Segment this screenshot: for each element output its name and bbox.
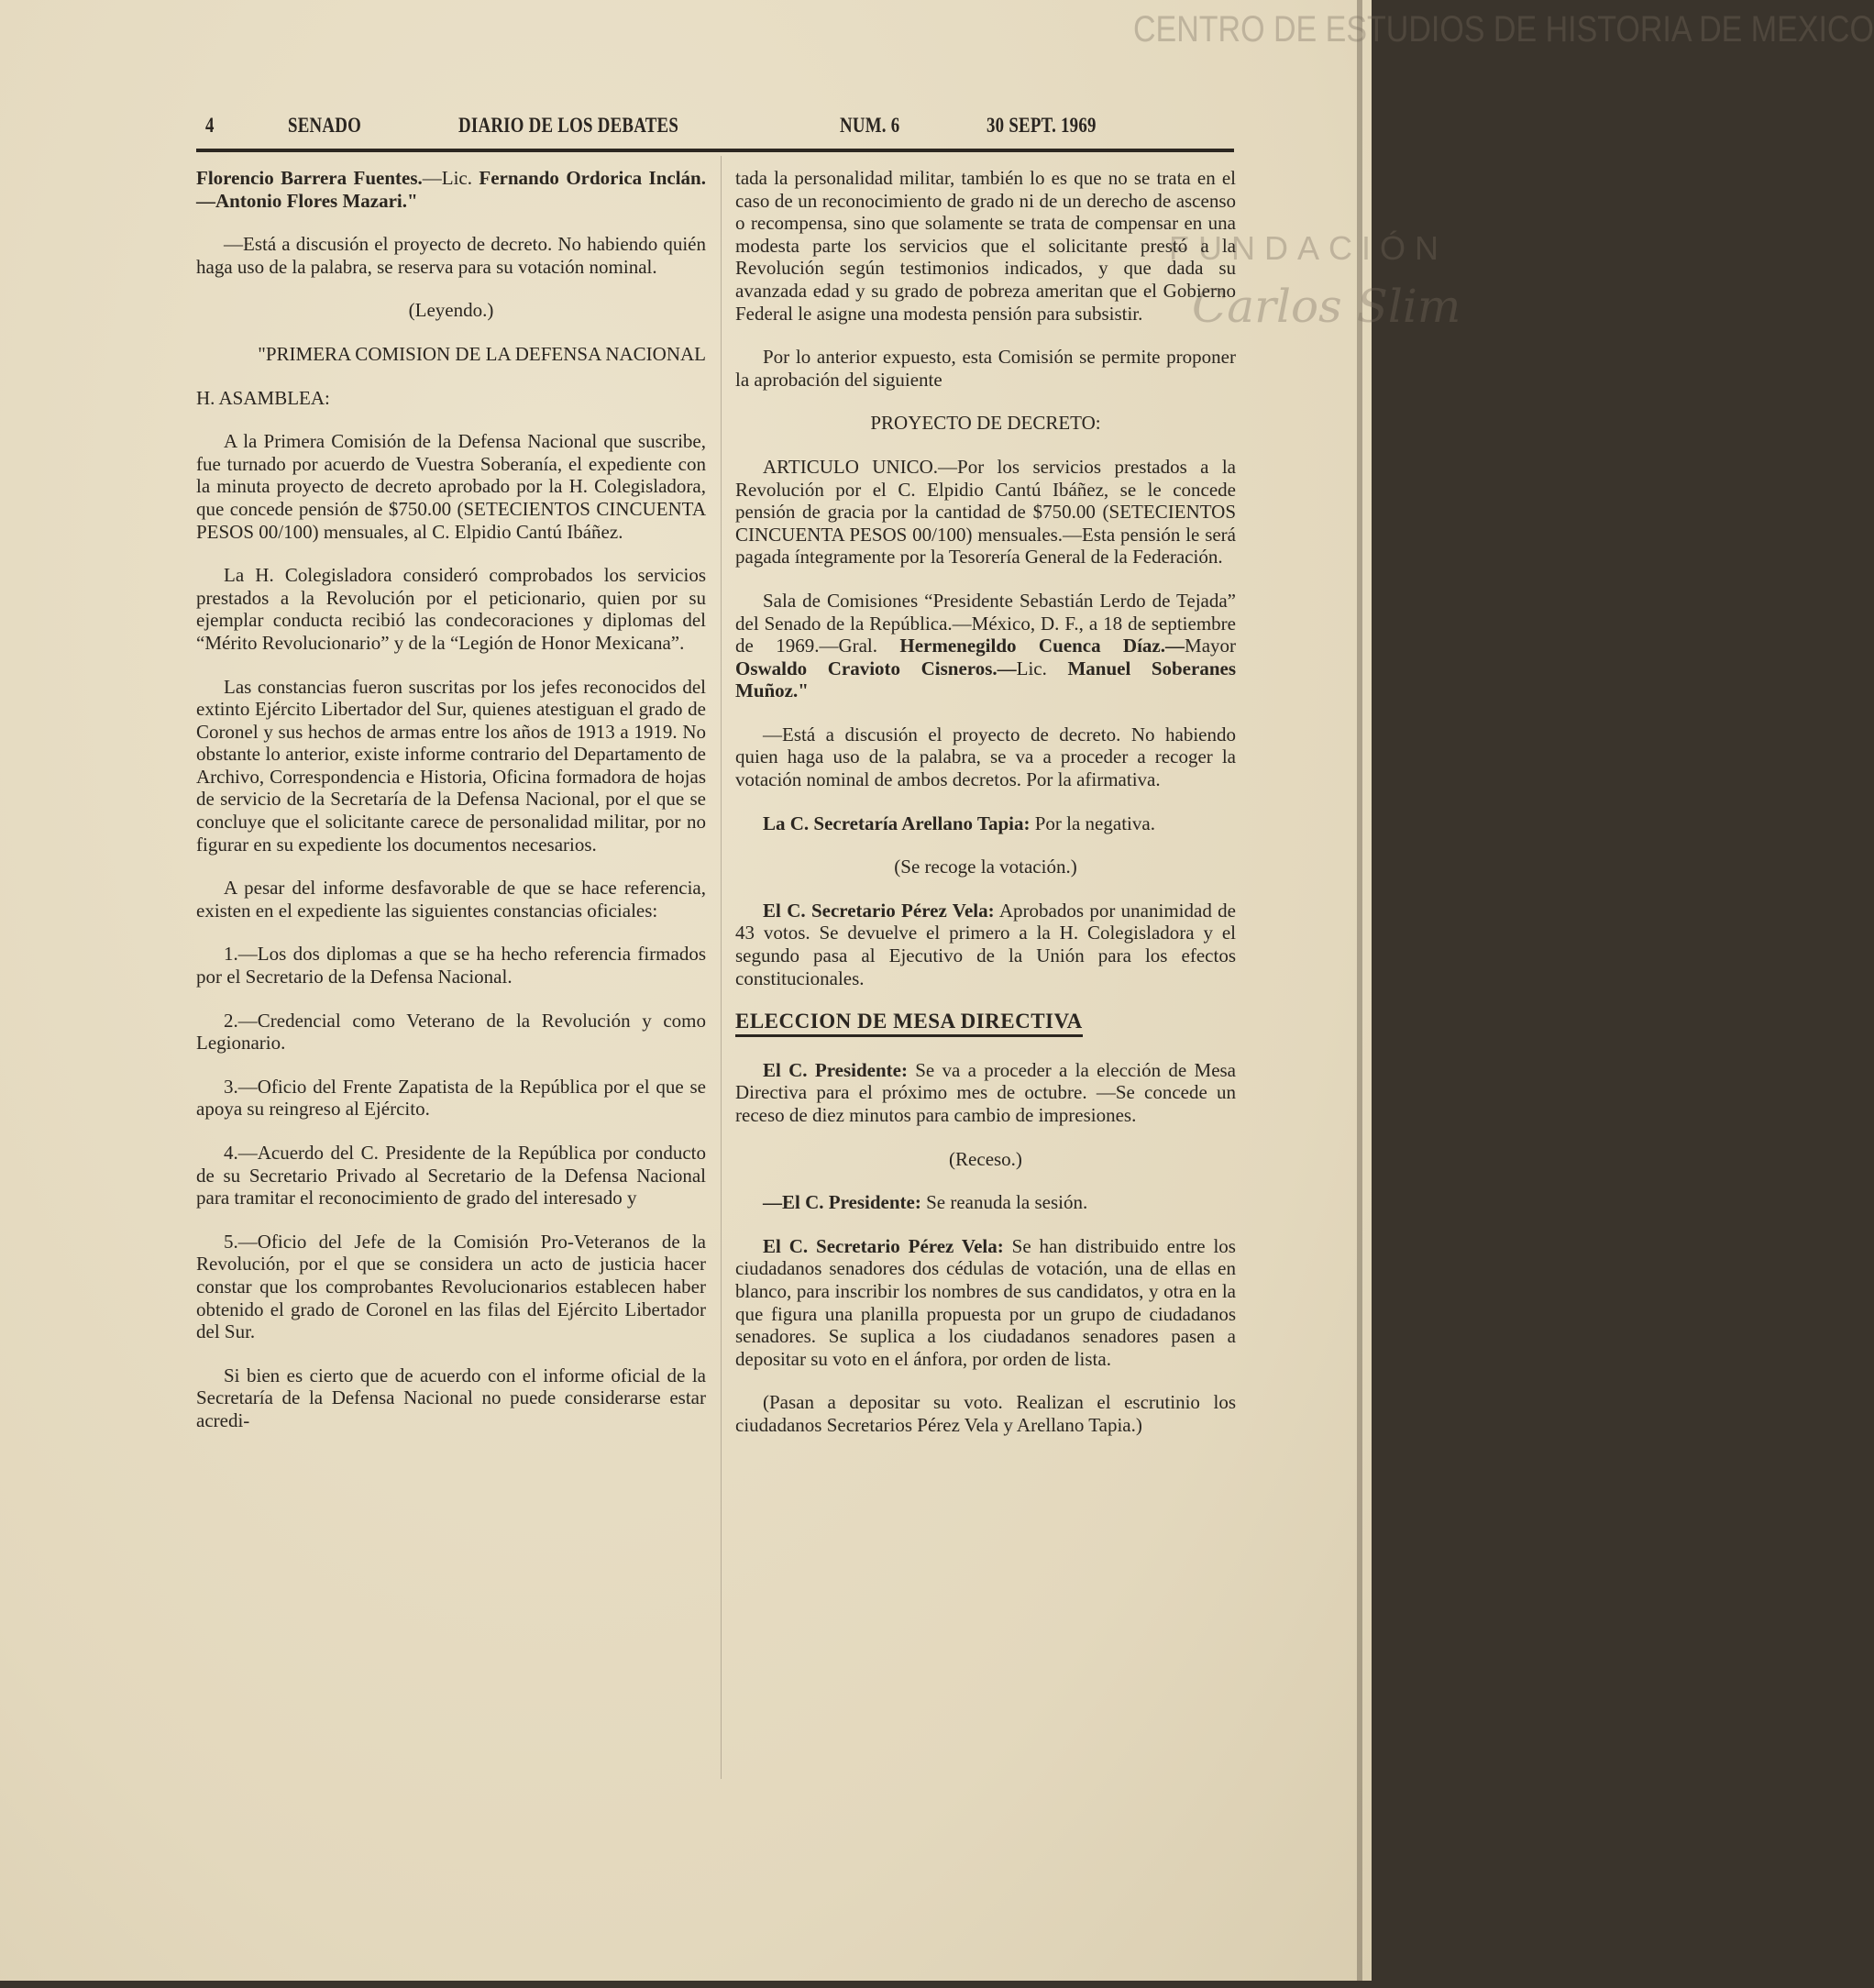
paragraph: [196, 1364, 706, 1432]
paragraph: [735, 1235, 1236, 1371]
paragraph: [735, 1059, 1236, 1127]
paragraph: [735, 590, 1236, 702]
text-run: Si bien es cierto que de acuerdo con el informe oficial de la Secretaría de la Defensa Nacional no puede considerarse estar acredi-: [196, 1364, 706, 1431]
paragraph: [196, 877, 706, 922]
text-run: 5.—Oficio del Jefe de la Comisión Pro-Veteranos de la Revolución, por el que se considera un acto de justicia hacer constar que los comprobantes Revolucionarios establecen haber obtenido el grado de Coronel en las filas del Ejército Libertador del Sur.: [196, 1230, 706, 1343]
bold-run: Hermenegildo Cuenca Díaz.—: [899, 635, 1185, 657]
text-run: (Leyendo.): [408, 299, 494, 322]
page-number: 4: [205, 114, 215, 137]
running-header: [0, 114, 1381, 141]
text-run: Se han distribuido entre los ciudadanos senadores dos cédulas de votación, una de ellas en blanco, para inscribir los nombres de sus candidatos, y otra en la que figura una planilla propuesta por un grupo de ciudadanos senadores. Se suplica a los ciudadanos senadores pasen a depositar su voto en el ánfora, por orden de lista.: [735, 1234, 1236, 1370]
bold-run: El C. Secretario Pérez Vela:: [763, 1234, 1004, 1257]
text-run: Lic.: [1016, 657, 1068, 679]
paragraph: [735, 1191, 1236, 1214]
paragraph: [196, 233, 706, 278]
text-run: A pesar del informe desfavorable de que se hace referencia, existen en el expediente las siguientes constancias oficiales:: [196, 877, 706, 922]
text-run: Se reanuda la sesión.: [920, 1191, 1088, 1214]
text-run: A la Primera Comisión de la Defensa Nacional que suscribe, fue turnado por acuerdo de Vuestra Soberanía, el expediente con la minuta proyecto de decreto aprobado por la H. Colegisladora, que concede pensión de $750.00 (SETECIENTOS CINCUENTA PESOS 00/100) mensuales, al C. Elpidio Cantú Ibáñez.: [196, 430, 706, 543]
text-run: (Receso.): [949, 1147, 1022, 1170]
text-run: La H. Colegisladora consideró comprobados los servicios prestados a la Revolución por el peticionario, quien por su ejemplar conducta recibió las condecoraciones y diplomas del “Mérito Revolucionario” y de la “Legión de Honor Mexicana”.: [196, 564, 706, 654]
header-publication: DIARIO DE LOS DEBATES: [458, 114, 679, 137]
text-run: Por la negativa.: [1030, 812, 1155, 834]
text-run: —Está a discusión el proyecto de decreto. No habiendo quien haga uso de la palabra, se va a proceder a recoger la votación nominal de ambos decretos. Por la afirmativa.: [735, 723, 1236, 791]
text-run: Se va a proceder a la elección de Mesa Directiva para el próximo mes de octubre. —Se concede un receso de diez minutos para cambio de impresiones.: [735, 1058, 1237, 1126]
bold-run: Manuel Soberanes Muñoz.": [735, 657, 1236, 702]
text-run: H. ASAMBLEA:: [196, 386, 330, 409]
watermark-institution: CENTRO DE ESTUDIOS DE HISTORIA DE MEXICO: [1133, 9, 1874, 50]
text-run: 3.—Oficio del Frente Zapatista de la República por el que se apoya su reingreso al Ejército.: [196, 1075, 706, 1121]
text-run: Las constancias fueron suscritas por los jefes reconocidos del extinto Ejército Libertador del Sur, quienes atestiguan el grado de Coronel y sus hechos de armas entre los años de 1913 a 1919. No obstante lo anterior, existe informe contrario del Departamento de Archivo, Correspondencia e Historia, Oficina formadora de hojas de servicio de la Secretaría de la Defensa Nacional, por el que se concluye que el solicitante carece de personalidad militar, por no figurar en su expediente los documentos necesarios.: [196, 675, 706, 856]
header-date: 30 SEPT. 1969: [987, 114, 1097, 137]
paragraph: [735, 723, 1236, 791]
paragraph: [196, 943, 706, 988]
header-rule: [196, 149, 1234, 152]
stage-direction: [735, 856, 1236, 878]
text-run: Por lo anterior expuesto, esta Comisión se permite proponer la aprobación del siguiente: [735, 346, 1236, 391]
paragraph: [196, 1076, 706, 1121]
paragraph: [196, 343, 706, 366]
bold-run: Florencio Barrera Fuentes.: [196, 167, 423, 189]
paragraph: [196, 387, 706, 410]
header-chamber: SENADO: [288, 114, 362, 137]
paragraph: [735, 167, 1236, 325]
stage-direction: [735, 1148, 1236, 1171]
text-run: (Pasan a depositar su voto. Realizan el escrutinio los ciudadanos Secretarios Pérez Vela y Arellano Tapia.): [735, 1391, 1236, 1436]
bold-run: El C. Presidente:: [763, 1058, 908, 1081]
paragraph: [735, 456, 1236, 569]
text-run: tada la personalidad militar, también lo es que no se trata en el caso de un reconocimiento de grado ni de un derecho de ascenso o recompensa, sino que solamente se trata de compensar en una modesta parte los servicios que el solicitante prestó a la Revolución según testimonios indicados, y que dada su avanzada edad y su grado de pobreza ameritan que el Gobierno Federal le asigne una modesta pensión para subsistir.: [735, 167, 1236, 325]
text-run: Sala de Comisiones “Presidente Sebastián Lerdo de Tejada” del Senado de la República.—México, D. F., a 18 de septiembre de 1969.—Gral.: [735, 589, 1236, 657]
paragraph: [196, 676, 706, 856]
paragraph: [196, 430, 706, 543]
column-divider: [721, 156, 722, 1779]
paragraph: [196, 1231, 706, 1343]
paragraph: [196, 1142, 706, 1209]
paragraph: [735, 346, 1236, 391]
paragraph: [196, 564, 706, 654]
text-run: 2.—Credencial como Veterano de la Revolución y como Legionario.: [196, 1009, 706, 1055]
stage-direction: [196, 299, 706, 322]
paragraph: [196, 167, 706, 212]
text-run: (Se recoge la votación.): [894, 856, 1077, 878]
bold-run: El C. Secretario Pérez Vela:: [763, 899, 995, 922]
section-heading: [735, 1011, 1236, 1033]
stage-direction: [735, 412, 1236, 435]
text-run: 1.—Los dos diplomas a que se ha hecho referencia firmados por el Secretario de la Defensa Nacional.: [196, 943, 706, 988]
paragraph: [196, 1010, 706, 1055]
paragraph: [735, 1391, 1236, 1436]
bold-run: —El C. Presidente:: [763, 1191, 921, 1214]
text-run: ELECCION DE MESA DIRECTIVA: [735, 1010, 1083, 1037]
bold-run: Oswaldo Cravioto Cisneros.—: [735, 657, 1017, 679]
watermark-signature: Carlos Slim: [1192, 280, 1461, 333]
text-run: ARTICULO UNICO.—Por los servicios prestados a la Revolución por el C. Elpidio Cantú Ibáñez, se le concede pensión de gracia por la cantidad de $750.00 (SETECIENTOS CINCUENTA PESOS 00/100) mensuales.—Esta pensión le será pagada íntegramente por la Tesorería General de la Federación.: [735, 455, 1236, 569]
text-run: —Está a discusión el proyecto de decreto. No habiendo quién haga uso de la palabra, se reserva para su votación nominal.: [196, 233, 706, 278]
watermark-foundation: FUNDACIÓN: [1169, 229, 1448, 267]
bold-run: Fernando Ordorica Inclán.—Antonio Flores Mazari.": [196, 167, 706, 212]
right-column: [735, 167, 1236, 1458]
text-run: —Lic.: [422, 167, 480, 189]
paragraph: [735, 900, 1236, 989]
paragraph: [735, 812, 1236, 835]
text-run: Aprobados por unanimidad de 43 votos. Se devuelve el primero a la H. Colegisladora y el segundo pasa al Ejecutivo de la Unión para los efectos constitucionales.: [735, 899, 1236, 989]
bold-run: La C. Secretaría Arellano Tapia:: [763, 812, 1031, 834]
header-issue: NUM. 6: [840, 114, 900, 137]
text-run: "PRIMERA COMISION DE LA DEFENSA NACIONAL: [258, 342, 706, 365]
text-run: PROYECTO DE DECRETO:: [870, 412, 1101, 435]
left-column: [196, 167, 706, 1453]
text-run: 4.—Acuerdo del C. Presidente de la República por conducto de su Secretario Privado al Secretario de la Defensa Nacional para tramitar el reconocimiento de grado del interesado y: [196, 1142, 706, 1209]
text-run: Mayor: [1185, 635, 1237, 657]
